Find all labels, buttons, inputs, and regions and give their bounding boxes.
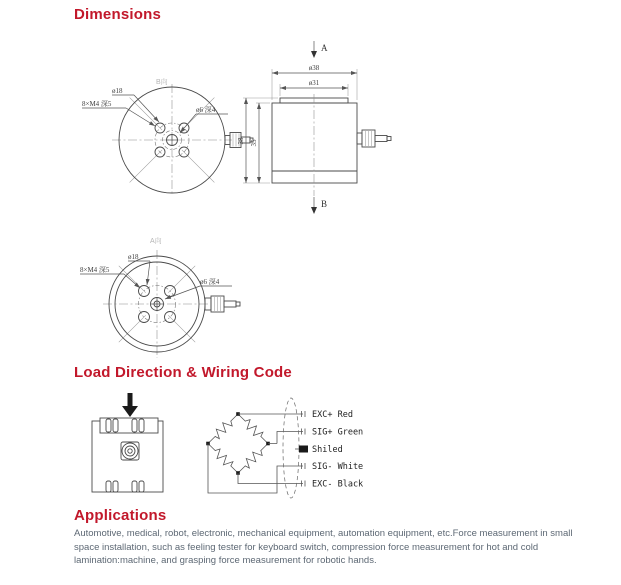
wire-label-sig-plus: SIG+ Green	[312, 427, 364, 438]
front-view-a-drawing	[80, 236, 240, 358]
screw-hole	[113, 481, 118, 492]
mount-holes-label: 8×M4 深5	[82, 100, 112, 108]
dia18-label: ø18	[112, 87, 123, 95]
wire-label-sig-minus: SIG- White	[312, 462, 364, 472]
view-b-label: B向	[156, 79, 168, 86]
screw-hole	[113, 419, 118, 432]
wire-label-exc-plus: EXC+ Red	[312, 410, 353, 420]
shield-terminal	[299, 446, 308, 453]
strain-gauge-resistor	[212, 418, 234, 440]
center-hole-label: ø6 深4	[200, 278, 220, 286]
view-b-letter: B	[321, 199, 328, 209]
applications-paragraph: Automotive, medical, robot, electronic, mechanical equipment, automation equipment, etc.Force measurement in small space installation, such as feeling tester for keyboard switch, compression force measurement for hot and cold lamination:machine, and grasping force measurement for robotic hands.	[74, 528, 573, 566]
side-view-drawing	[237, 41, 391, 214]
screw-hole	[132, 481, 137, 492]
cable-connector	[205, 296, 240, 312]
wheatstone-bridge-diagram	[206, 398, 363, 498]
screw-hole	[106, 419, 111, 432]
load-arrow-icon	[122, 393, 138, 417]
height-total-label: 38	[237, 137, 245, 145]
dia18-label: ø18	[128, 253, 139, 261]
screw-hole	[139, 481, 144, 492]
screw-hole	[132, 419, 137, 432]
view-b-arrow-icon	[311, 197, 327, 214]
section-title-load-wiring: Load Direction & Wiring Code	[74, 364, 292, 381]
load-direction-diagram	[92, 393, 163, 492]
wire-label-shield: Shiled	[312, 445, 343, 455]
dia-cap-label: ø31	[308, 79, 320, 87]
section-title-applications: Applications	[74, 507, 167, 524]
wire-label-exc-minus: EXC- Black	[312, 479, 364, 490]
mount-holes-label: 8×M4 深5	[80, 266, 110, 274]
section-title-dimensions: Dimensions	[74, 6, 162, 23]
cable-shield-ellipse	[283, 398, 299, 498]
front-view-b-drawing	[82, 77, 253, 196]
view-a-letter: A	[321, 43, 328, 53]
screw-hole	[139, 419, 144, 432]
height-body-label: 35	[250, 139, 258, 147]
dia-outer-label: ø38	[308, 64, 320, 72]
cable-connector	[357, 130, 391, 147]
strain-gauge-resistor	[242, 447, 264, 469]
view-a-arrow-icon	[311, 41, 328, 58]
screw-hole	[106, 481, 111, 492]
center-hole-label: ø6 深4	[196, 106, 216, 114]
view-a-label: A向	[150, 238, 162, 245]
